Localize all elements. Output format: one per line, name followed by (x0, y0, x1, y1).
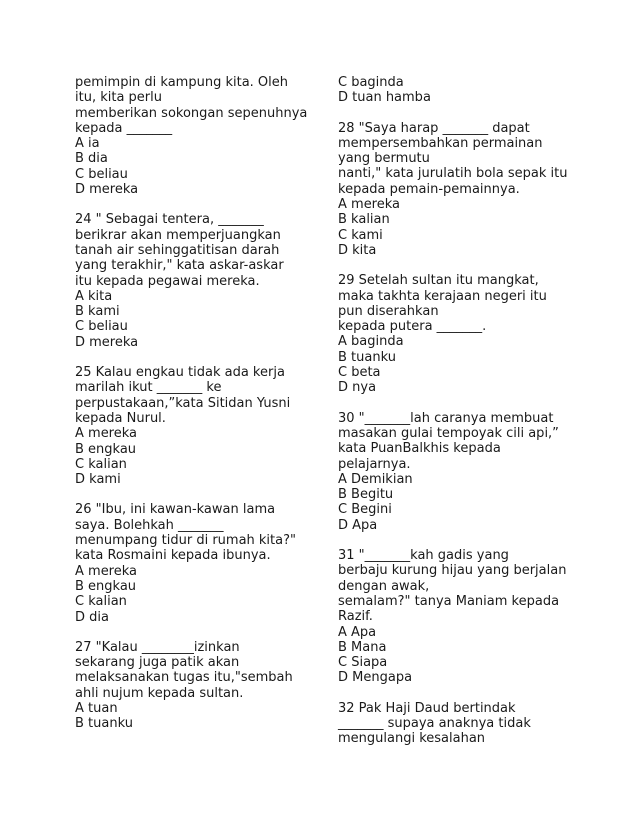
question-text-line: pemimpin di kampung kita. Oleh (75, 75, 289, 90)
spacer (338, 396, 598, 411)
option-a: A mereka (75, 563, 138, 579)
question-text-line: berikrar akan memperjuangkan (75, 227, 281, 243)
question-text-line: Razif. (338, 609, 373, 625)
option-b: B kami (75, 304, 120, 320)
question-text-line: 31 "_______kah gadis yang (338, 548, 509, 564)
question-text-line: ahli nujum kepada sultan. (75, 685, 244, 701)
option-c: C beliau (75, 166, 128, 182)
option-a: A tuan (75, 700, 118, 716)
question-text-line: menumpang tidur di rumah kita?" (75, 533, 296, 549)
option-a: A ia (75, 136, 100, 152)
question-text-line: kata Rosmaini kepada ibunya. (75, 548, 271, 564)
question-text-line: 28 "Saya harap _______ dapat (338, 120, 530, 136)
option-c: C baginda (338, 75, 404, 90)
question-text-line: kepada Nurul. (75, 410, 166, 426)
question-text-line: semalam?" tanya Maniam kepada (338, 593, 560, 609)
option-c: C kalian (75, 594, 127, 610)
question-text-line: mengulangi kesalahan (338, 731, 486, 747)
spacer (75, 625, 325, 640)
question-text-line: mempersembahkan permainan (338, 135, 543, 151)
left-column (75, 75, 325, 732)
question-text-line: sekarang juga patik akan (75, 655, 240, 671)
question-text-line: memberikan sokongan sepenuhnya (75, 105, 308, 121)
question-text-line: tanah air sehinggatitisan darah (75, 242, 280, 258)
option-c: C kalian (75, 456, 127, 472)
option-d: D mereka (75, 334, 139, 350)
question-text-line: melaksanakan tugas itu,"sembah (75, 670, 293, 686)
option-c: C beta (338, 365, 381, 381)
question-24 (75, 212, 325, 350)
question-26 (75, 502, 325, 624)
option-c: C Begini (338, 502, 392, 518)
option-b: B Mana (338, 639, 387, 655)
option-c: C beliau (75, 319, 128, 335)
question-29 (338, 273, 598, 395)
question-text-line: 24 " Sebagai tentera, _______ (75, 212, 264, 228)
right-column (338, 75, 598, 747)
spacer (338, 533, 598, 548)
question-text-line: yang terakhir," kata askar-askar (75, 258, 284, 274)
spacer (75, 487, 325, 502)
question-text-line: perpustakaan,”kata Sitidan Yusni (75, 395, 291, 411)
option-a: A Demikian (338, 471, 413, 487)
option-d: D Mengapa (338, 670, 413, 686)
option-d: D mereka (75, 182, 139, 198)
question-text-line: 27 "Kalau ________izinkan (75, 639, 240, 655)
question-31 (338, 548, 598, 686)
question-text-line: kepada pemain-pemainnya. (338, 181, 520, 197)
option-c: C Siapa (338, 655, 388, 671)
question-text-line: nanti," kata jurulatih bola sepak itu (338, 166, 568, 182)
question-text-line: pun diserahkan (338, 303, 439, 319)
option-b: B engkau (75, 441, 137, 457)
spacer (338, 106, 598, 121)
question-text-line: 30 "_______lah caranya membuat (338, 410, 554, 426)
question-32 (338, 701, 598, 747)
question-text-line: 25 Kalau engkau tidak ada kerja (75, 365, 285, 381)
option-d: D kami (75, 472, 121, 488)
question-text-line: kepada putera _______. (338, 319, 487, 335)
option-d: D tuan hamba (338, 90, 431, 106)
spacer (75, 350, 325, 365)
question-text-line: 29 Setelah sultan itu mangkat, (338, 273, 539, 289)
question-text-line: maka takhta kerajaan negeri itu (338, 288, 547, 304)
question-text-line: saya. Bolehkah _______ (75, 517, 224, 533)
question-text-line: 26 "Ibu, ini kawan-kawan lama (75, 502, 276, 518)
question-27-tail (338, 75, 598, 106)
question-28 (338, 121, 598, 259)
option-b: B tuanku (75, 716, 133, 732)
option-a: A Apa (338, 624, 377, 640)
option-b: B dia (75, 151, 108, 167)
question-text-line: itu kepada pegawai mereka. (75, 273, 260, 289)
question-text-line: yang bermutu (338, 151, 430, 167)
question-27 (75, 640, 325, 732)
question-25 (75, 365, 325, 487)
question-text-line: berbaju kurung hijau yang berjalan (338, 563, 567, 579)
question-text-line: kata PuanBalkhis kepada (338, 441, 501, 457)
question-text-line: kepada _______ (75, 120, 173, 136)
option-c: C kami (338, 227, 383, 243)
question-text-line: pelajarnya. (338, 456, 411, 472)
question-30 (338, 411, 598, 533)
option-d: D dia (75, 609, 109, 625)
spacer (338, 258, 598, 273)
question-23-tail (75, 75, 325, 197)
option-a: A mereka (338, 197, 401, 213)
question-text-line: _______ supaya anaknya tidak (338, 715, 531, 731)
question-text-line: 32 Pak Haji Daud bertindak (338, 700, 516, 716)
question-text-line: masakan gulai tempoyak cili api,” (338, 425, 559, 441)
option-d: D kita (338, 242, 377, 258)
option-b: B engkau (75, 578, 137, 594)
question-text-line: itu, kita perlu (75, 90, 162, 106)
option-a: A kita (75, 288, 113, 304)
option-d: D Apa (338, 517, 378, 533)
option-b: B Begitu (338, 487, 394, 503)
question-text-line: marilah ikut _______ ke (75, 380, 222, 396)
spacer (338, 686, 598, 701)
option-d: D nya (338, 380, 377, 396)
option-b: B tuanku (338, 349, 396, 365)
option-b: B kalian (338, 212, 390, 228)
option-a: A mereka (75, 426, 138, 442)
spacer (75, 197, 325, 212)
option-a: A baginda (338, 334, 404, 350)
question-text-line: dengan awak, (338, 578, 430, 594)
